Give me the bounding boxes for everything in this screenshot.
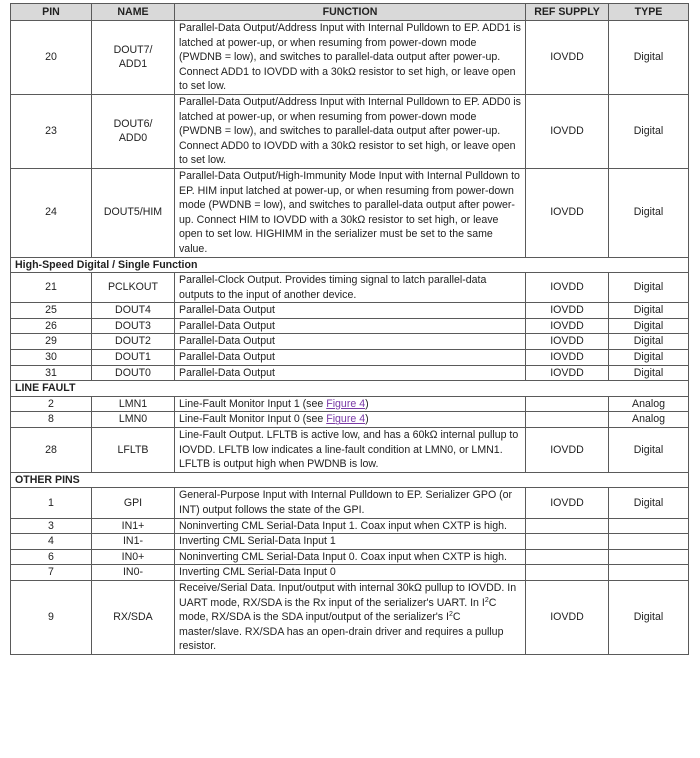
supply-cell bbox=[526, 396, 609, 412]
function-cell: Inverting CML Serial-Data Input 0 bbox=[175, 565, 526, 581]
function-cell: Parallel-Data Output/Address Input with Internal Pulldown to EP. ADD0 is latched at power-up, or when resuming from power-down mode (PWDNB = low), and switches to parallel-data output after power-up. Connect ADD0 to IOVDD with a 30kΩ resistor to set high, or leave open to set low. bbox=[175, 94, 526, 168]
function-cell: Noninverting CML Serial-Data Input 0. Coax input when CXTP is high. bbox=[175, 549, 526, 565]
table-row bbox=[11, 303, 689, 319]
section-title-line-fault: LINE FAULT bbox=[11, 381, 689, 397]
name-cell: DOUT4 bbox=[92, 303, 175, 319]
type-cell: Digital bbox=[609, 168, 689, 257]
pin-cell: 9 bbox=[11, 580, 92, 654]
header-pin: PIN bbox=[11, 4, 92, 21]
pin-cell: 25 bbox=[11, 303, 92, 319]
pin-cell: 24 bbox=[11, 168, 92, 257]
name-line-2: ADD0 bbox=[118, 132, 148, 145]
function-cell: Line-Fault Output. LFLTB is active low, and has a 60kΩ internal pullup to IOVDD. LFLTB low indicates a line-fault condition at LMN0, or LMN1. LFLTB is output high when PWDNB is low. bbox=[175, 428, 526, 473]
name-cell: IN1- bbox=[92, 534, 175, 550]
header-row bbox=[11, 4, 689, 21]
name-cell: DOUT0 bbox=[92, 365, 175, 381]
type-cell: Digital bbox=[609, 273, 689, 303]
function-text: C mode, RX/SDA is the SDA input/output of the serializer's bbox=[179, 596, 497, 624]
section-title-high-speed: High-Speed Digital / Single Function bbox=[11, 257, 689, 273]
figure-link[interactable]: Figure 4 bbox=[326, 397, 366, 410]
type-cell bbox=[609, 565, 689, 581]
name-cell: IN0- bbox=[92, 565, 175, 581]
function-cell: Parallel-Data Output/Address Input with Internal Pulldown to EP. ADD1 is latched at power-up, or when resuming from power-down mode (PWDNB = low), and switches to parallel-data output after power-up. Connect ADD1 to IOVDD with a 30kΩ resistor to set high, or leave open to set low. bbox=[175, 21, 526, 95]
supply-cell: IOVDD bbox=[526, 428, 609, 473]
function-text: I bbox=[446, 611, 449, 624]
pin-cell: 28 bbox=[11, 428, 92, 473]
name-cell: DOUT3 bbox=[92, 318, 175, 334]
supply-cell bbox=[526, 549, 609, 565]
pin-cell: 6 bbox=[11, 549, 92, 565]
table-row bbox=[11, 318, 689, 334]
function-text: Line-Fault Monitor Input 0 (see bbox=[179, 413, 327, 426]
name-cell: LFLTB bbox=[92, 428, 175, 473]
function-cell bbox=[175, 412, 526, 428]
section-row bbox=[11, 472, 689, 488]
type-cell: Digital bbox=[609, 428, 689, 473]
table-row bbox=[11, 412, 689, 428]
name-cell: RX/SDA bbox=[92, 580, 175, 654]
table-row bbox=[11, 273, 689, 303]
header-function: FUNCTION bbox=[175, 4, 526, 21]
function-cell bbox=[175, 580, 526, 654]
function-cell: General-Purpose Input with Internal Pulldown to EP. Serializer GPO (or INT) output follows the state of the GPI. bbox=[175, 488, 526, 518]
header-type: TYPE bbox=[609, 4, 689, 21]
type-cell: Digital bbox=[609, 21, 689, 95]
pin-cell: 2 bbox=[11, 396, 92, 412]
function-text: I bbox=[481, 596, 485, 609]
name-cell: PCLKOUT bbox=[92, 273, 175, 303]
function-text: ) bbox=[365, 397, 369, 410]
supply-cell: IOVDD bbox=[526, 334, 609, 350]
pin-cell: 3 bbox=[11, 518, 92, 534]
table-row bbox=[11, 365, 689, 381]
name-line-1: DOUT7/ bbox=[113, 43, 153, 56]
supply-cell bbox=[526, 518, 609, 534]
function-cell: Parallel-Clock Output. Provides timing signal to latch parallel-data outputs to the input of another device. bbox=[175, 273, 526, 303]
superscript: 2 bbox=[484, 596, 489, 604]
type-cell: Digital bbox=[609, 488, 689, 518]
supply-cell: IOVDD bbox=[526, 350, 609, 366]
function-cell: Parallel-Data Output/High-Immunity Mode Input with Internal Pulldown to EP. HIM input latched at power-up, or when resuming from power-down mode (PWDNB = low), and switches to parallel-data output after power-up. Connect HIM to IOVDD with a 30kΩ resistor to set high, or leave open to set low. HIGHIMM in the serializer must be set to the same value. bbox=[175, 168, 526, 257]
function-cell: Parallel-Data Output bbox=[175, 334, 526, 350]
pin-cell: 30 bbox=[11, 350, 92, 366]
name-cell: GPI bbox=[92, 488, 175, 518]
function-cell bbox=[175, 396, 526, 412]
name-cell: DOUT2 bbox=[92, 334, 175, 350]
supply-cell: IOVDD bbox=[526, 303, 609, 319]
type-cell: Digital bbox=[609, 318, 689, 334]
pin-cell: 8 bbox=[11, 412, 92, 428]
pin-cell: 26 bbox=[11, 318, 92, 334]
supply-cell: IOVDD bbox=[526, 488, 609, 518]
type-cell bbox=[609, 549, 689, 565]
superscript: 2 bbox=[448, 611, 453, 619]
name-cell: IN1+ bbox=[92, 518, 175, 534]
table-row bbox=[11, 396, 689, 412]
section-row bbox=[11, 257, 689, 273]
table-row bbox=[11, 428, 689, 473]
name-cell: LMN0 bbox=[92, 412, 175, 428]
supply-cell bbox=[526, 412, 609, 428]
supply-cell: IOVDD bbox=[526, 318, 609, 334]
function-cell: Parallel-Data Output bbox=[175, 350, 526, 366]
pin-cell: 31 bbox=[11, 365, 92, 381]
section-row bbox=[11, 381, 689, 397]
type-cell bbox=[609, 534, 689, 550]
name-cell: IN0+ bbox=[92, 549, 175, 565]
type-cell: Digital bbox=[609, 365, 689, 381]
table-row bbox=[11, 518, 689, 534]
function-cell: Parallel-Data Output bbox=[175, 365, 526, 381]
supply-cell bbox=[526, 565, 609, 581]
name-line-1: DOUT6/ bbox=[113, 117, 153, 130]
table-row bbox=[11, 565, 689, 581]
pin-cell: 1 bbox=[11, 488, 92, 518]
pin-table bbox=[10, 3, 689, 655]
type-cell: Analog bbox=[609, 412, 689, 428]
type-cell: Digital bbox=[609, 94, 689, 168]
section-title-other-pins: OTHER PINS bbox=[11, 472, 689, 488]
pin-cell: 21 bbox=[11, 273, 92, 303]
pin-cell: 23 bbox=[11, 94, 92, 168]
type-cell: Digital bbox=[609, 303, 689, 319]
supply-cell: IOVDD bbox=[526, 365, 609, 381]
function-text: ) bbox=[365, 413, 369, 426]
type-cell: Digital bbox=[609, 350, 689, 366]
table-row bbox=[11, 580, 689, 654]
name-cell: LMN1 bbox=[92, 396, 175, 412]
table-row bbox=[11, 168, 689, 257]
function-cell: Parallel-Data Output bbox=[175, 318, 526, 334]
figure-link[interactable]: Figure 4 bbox=[326, 413, 366, 426]
type-cell: Analog bbox=[609, 396, 689, 412]
name-cell: DOUT1 bbox=[92, 350, 175, 366]
function-text: Line-Fault Monitor Input 1 (see bbox=[179, 397, 327, 410]
supply-cell: IOVDD bbox=[526, 168, 609, 257]
type-cell bbox=[609, 518, 689, 534]
function-cell: Inverting CML Serial-Data Input 1 bbox=[175, 534, 526, 550]
pin-cell: 4 bbox=[11, 534, 92, 550]
supply-cell: IOVDD bbox=[526, 94, 609, 168]
function-cell: Noninverting CML Serial-Data Input 1. Coax input when CXTP is high. bbox=[175, 518, 526, 534]
table-row bbox=[11, 350, 689, 366]
function-text: C master/slave. RX/SDA has an open-drain driver and requires a pullup resistor. bbox=[179, 611, 504, 653]
type-cell: Digital bbox=[609, 334, 689, 350]
table-row bbox=[11, 21, 689, 95]
name-cell bbox=[92, 21, 175, 95]
header-ref-supply: REF SUPPLY bbox=[526, 4, 609, 21]
name-cell bbox=[92, 94, 175, 168]
header-name: NAME bbox=[92, 4, 175, 21]
table-row bbox=[11, 94, 689, 168]
pin-cell: 7 bbox=[11, 565, 92, 581]
supply-cell bbox=[526, 534, 609, 550]
function-text: Receive/Serial Data. Input/output with internal 30kΩ pullup to IOVDD. In UART mode, RX/SDA is the Rx input of the serializer's UART. In bbox=[179, 581, 517, 609]
supply-cell: IOVDD bbox=[526, 580, 609, 654]
table-row bbox=[11, 534, 689, 550]
pin-cell: 20 bbox=[11, 21, 92, 95]
type-cell: Digital bbox=[609, 580, 689, 654]
name-cell: DOUT5/HIM bbox=[92, 168, 175, 257]
pin-cell: 29 bbox=[11, 334, 92, 350]
supply-cell: IOVDD bbox=[526, 273, 609, 303]
table-row bbox=[11, 488, 689, 518]
function-cell: Parallel-Data Output bbox=[175, 303, 526, 319]
table-row bbox=[11, 334, 689, 350]
name-line-2: ADD1 bbox=[118, 58, 148, 71]
supply-cell: IOVDD bbox=[526, 21, 609, 95]
table-row bbox=[11, 549, 689, 565]
